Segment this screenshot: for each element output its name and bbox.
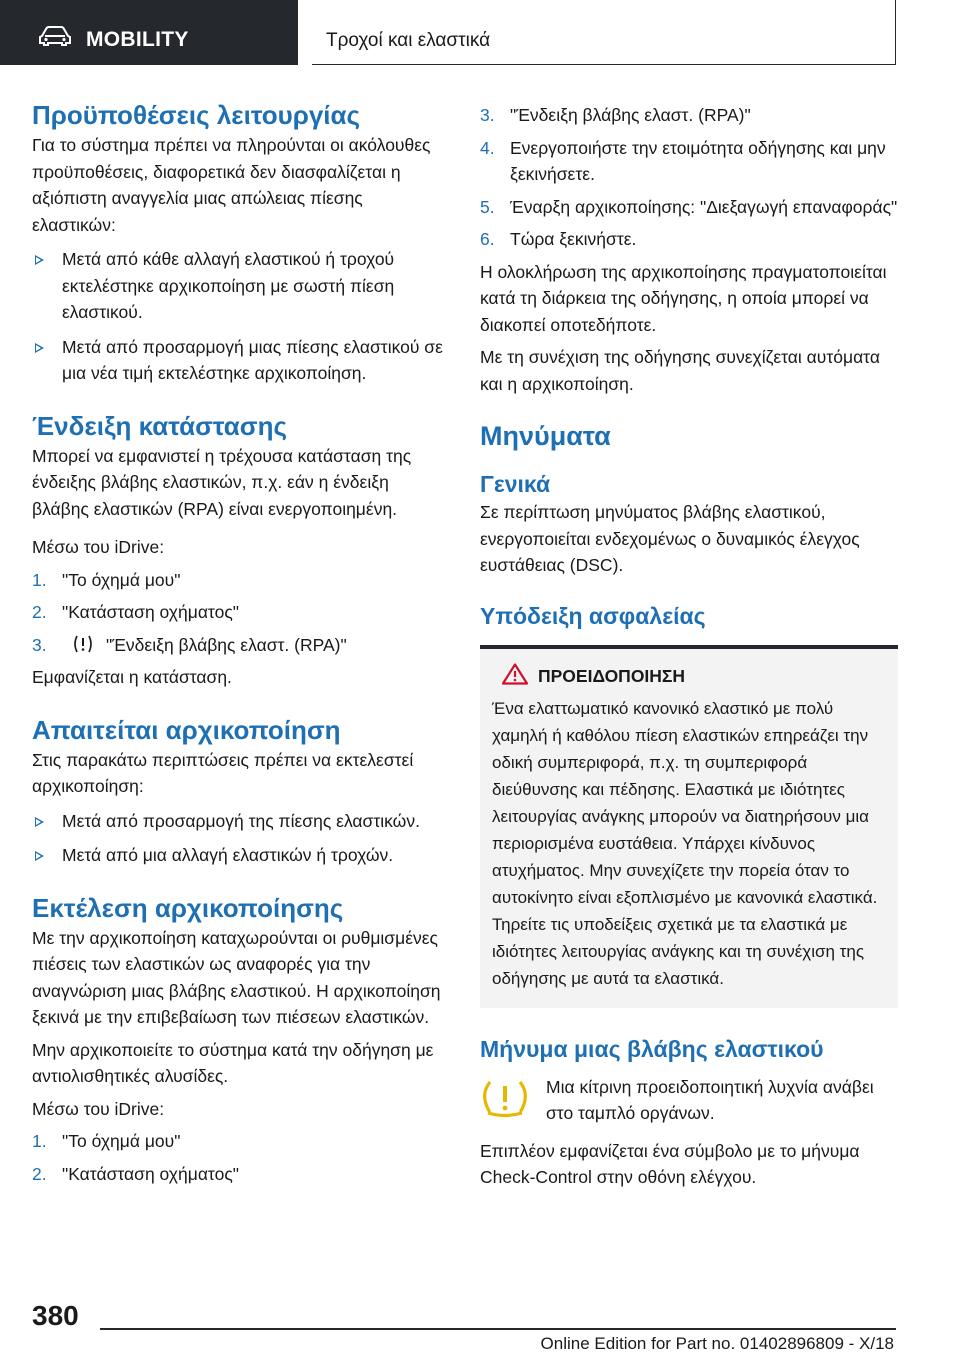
list-item: 2. "Κατάσταση οχήματος" bbox=[32, 602, 239, 622]
warning-box bbox=[480, 645, 898, 1008]
tire-damage-text: Μια κίτρινη προειδοποιητική λυχνία ανάβει στο ταμπλό οργάνων. bbox=[546, 1076, 874, 1123]
list-item: 5. Έναρξη αρχικοποίησης: "Διεξαγωγή επαναφοράς" bbox=[480, 196, 898, 217]
check-control-text: Επιπλέον εμφανίζεται ένα σύμβολο με το μήνυμα Check-Control στην οθόνη ελέγχου. bbox=[480, 1140, 860, 1187]
rpa-icon bbox=[72, 634, 94, 654]
header-brand-bar bbox=[0, 0, 298, 65]
warning-triangle-icon bbox=[502, 663, 528, 685]
bullet-arrow-icon bbox=[35, 255, 44, 265]
heading-messages: Μηνύματα bbox=[480, 421, 611, 451]
heading-safety-note: Υπόδειξη ασφαλείας bbox=[480, 602, 706, 629]
right-column bbox=[480, 102, 898, 1191]
perform-init-text: Με την αρχικοποίηση καταχωρούνται οι ρυθμισμένες πιέσεις των ελαστικών ως αναφορές για την αναγνώριση μιας βλάβης ελαστικού. Η αρχικοποίηση ξεκινά με την επιβεβαίωση των πιέσεων ελαστικών. bbox=[32, 927, 441, 1027]
section-title: Τροχοί και ελαστικά bbox=[326, 30, 491, 51]
list-item: 4. Ενεργοποιήστε την ετοιμότητα οδήγησης και μην ξεκινήσετε. bbox=[480, 137, 886, 184]
warning-heading: ΠΡΟΕΙΔΟΠΟΙΗΣΗ bbox=[502, 663, 886, 689]
heading-init-required: Απαιτείται αρχικοποίηση bbox=[32, 714, 341, 745]
init-complete-text: Η ολοκλήρωση της αρχικοποίησης πραγματοποιείται κατά τη διάρκεια της οδήγησης, η οποία μπορεί να διακοπεί οποτεδήποτε. bbox=[480, 261, 887, 335]
heading-status-display: Ένδειξη κατάστασης bbox=[32, 410, 287, 441]
tpms-warning-icon bbox=[480, 1078, 530, 1120]
footer-divider bbox=[100, 1328, 896, 1330]
list-item: 6. Τώρα ξεκινήστε. bbox=[480, 229, 637, 249]
preconditions-text: Για το σύστημα πρέπει να πληρούνται οι ακόλουθες προϋποθέσεις, διαφορετικά δεν διασφαλίζεται η αξιόπιστη αναγγελία μιας απώλειας πίεσης ελαστικών: bbox=[32, 135, 431, 235]
edition-text: Online Edition for Part no. 01402896809 - X/18 bbox=[540, 1334, 894, 1353]
via-idrive-text: Μέσω του iDrive: bbox=[32, 1098, 165, 1119]
heading-tire-damage-message: Μήνυμα μιας βλάβης ελαστικού bbox=[480, 1035, 824, 1062]
header-section-bar bbox=[312, 0, 896, 65]
snow-chains-note: Μην αρχικοποιείτε το σύστημα κατά την οδήγηση με αντιολισθητικές αλυσίδες. bbox=[32, 1039, 434, 1086]
warning-text: Ένα ελαττωματικό κανονικό ελαστικό με πολύ χαμηλή ή καθόλου πίεση ελαστικών επηρεάζει την οδική συμπεριφορά, π.χ. τη συμπεριφορά διεύθυνσης και πέδησης. Ελαστικά με ιδιότητες λειτουργίας ανάγκης μπορούν να διατηρήσουν μια περιορισμένα ευστάθεια. Υπάρχει κίνδυνος ατυχήματος. Μην συνεχίζετε την πορεία όταν το αυτοκίνητο είναι εξοπλισμένο με κανονικά ελαστικά. Τηρείτε τις υποδείξεις σχετικά με τα ελαστικά με ιδιότητες λειτουργίας ανάγκης και τη συνέχιση της οδήγησης με αυτά τα ελαστικά. bbox=[492, 698, 878, 988]
list-item: Μετά από προσαρμογή μιας πίεσης ελαστικού σε μια νέα τιμή εκτελέστηκε αρχικοποίηση. bbox=[32, 334, 450, 387]
list-item: Μετά από μια αλλαγή ελαστικών ή τροχών. bbox=[32, 842, 450, 869]
general-text: Σε περίπτωση μηνύματος βλάβης ελαστικού, ενεργοποιείται ενδεχομένως ο δυναμικός έλεγχος ευστάθειας (DSC). bbox=[480, 502, 860, 575]
init-required-text: Στις παρακάτω περιπτώσεις πρέπει να εκτελεστεί αρχικοποίηση: bbox=[32, 749, 414, 796]
status-result-text: Εμφανίζεται η κατάσταση. bbox=[32, 667, 232, 687]
list-item: Μετά από κάθε αλλαγή ελαστικού ή τροχού εκτελέστηκε αρχικοποίηση με σωστή πίεση ελαστικού. bbox=[32, 246, 450, 326]
list-item: Μετά από προσαρμογή της πίεσης ελαστικών. bbox=[32, 808, 450, 835]
bullet-arrow-icon bbox=[35, 343, 44, 353]
heading-preconditions: Προϋποθέσεις λειτουργίας bbox=[32, 100, 361, 130]
tire-damage-notice bbox=[480, 1074, 898, 1130]
page-number: 380 bbox=[32, 1300, 79, 1331]
init-continue-text: Με τη συνέχιση της οδήγησης συνεχίζεται αυτόματα και η αρχικοποίηση. bbox=[480, 347, 880, 394]
list-item: 2. "Κατάσταση οχήματος" bbox=[32, 1163, 239, 1184]
list-item: 1. "Το όχημά μου" bbox=[32, 1131, 181, 1151]
bullet-arrow-icon bbox=[35, 851, 44, 861]
list-item: 3. "Ένδειξη βλάβης ελαστ. (RPA)" bbox=[480, 105, 751, 125]
heading-general: Γενικά bbox=[480, 471, 551, 497]
via-idrive-text: Μέσω του iDrive: bbox=[32, 537, 165, 557]
left-column bbox=[32, 98, 450, 1187]
car-icon bbox=[38, 26, 72, 46]
bullet-arrow-icon bbox=[35, 817, 44, 827]
brand-label: MOBILITY bbox=[86, 28, 189, 51]
status-display-text: Μπορεί να εμφανιστεί η τρέχουσα κατάσταση της ένδειξης βλάβης ελαστικών, π.χ. εάν η ένδειξη βλάβης ελαστικών (RPA) είναι ενεργοποιημένη. bbox=[32, 445, 412, 519]
list-item: 1. "Το όχημά μου" bbox=[32, 569, 181, 590]
list-item: 3. "Ένδειξη βλάβης ελαστ. (RPA)" bbox=[32, 634, 347, 655]
heading-perform-init: Εκτέλεση αρχικοποίησης bbox=[32, 892, 344, 923]
